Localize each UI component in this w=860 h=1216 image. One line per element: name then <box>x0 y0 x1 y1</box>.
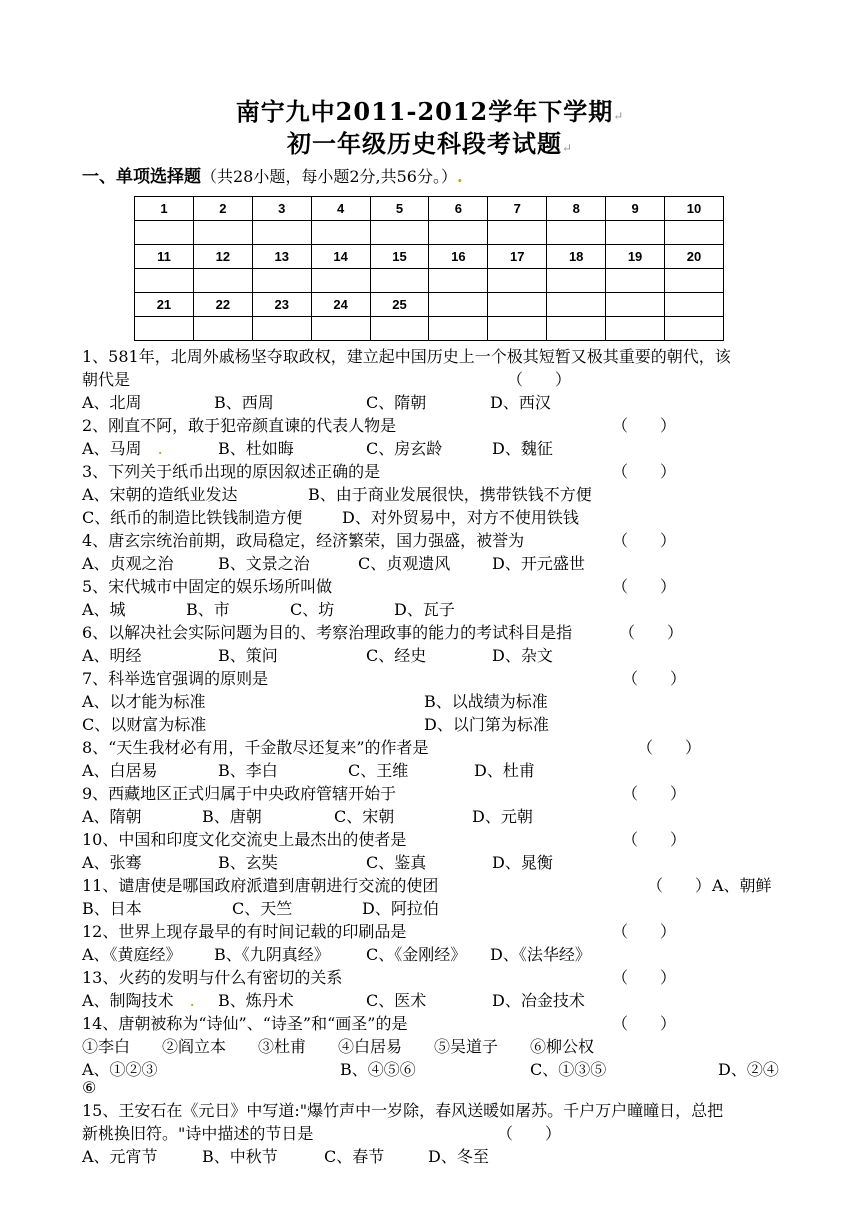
answer-cell: 9 <box>606 197 665 221</box>
answer-cell: 8 <box>547 197 606 221</box>
question-11-option-b[interactable]: B、日本 <box>82 899 142 918</box>
question-4-option-b[interactable]: B、文景之治 <box>218 554 310 573</box>
answer-cell[interactable] <box>311 269 370 293</box>
answer-cell[interactable] <box>606 317 665 341</box>
answer-cell[interactable] <box>665 317 724 341</box>
question-11-option-a[interactable]: A、朝鲜 <box>712 876 772 895</box>
answer-cell[interactable] <box>370 221 429 245</box>
answer-cell[interactable] <box>488 269 547 293</box>
question-15: 15、王安石在《元日》中写道:"爆竹声中一岁除，春风送暖如屠苏。千户万户曈曈日，总把 <box>82 1101 724 1120</box>
answer-cell: 14 <box>311 245 370 269</box>
question-8-option-b[interactable]: B、李白 <box>218 761 278 780</box>
question-13-option-c[interactable]: C、医术 <box>366 991 427 1010</box>
answer-blank[interactable]: （ ） <box>612 531 677 550</box>
question-14-option-b[interactable]: B、④⑤⑥ <box>340 1060 416 1079</box>
question-8-option-d[interactable]: D、杜甫 <box>474 761 535 780</box>
question-1-option-d[interactable]: D、西汉 <box>490 393 551 412</box>
question-15-cont: 新桃换旧符。"诗中描述的节日是 （ ） <box>82 1124 562 1143</box>
section-heading: 一、单项选择题（共28小题，每小题2分,共56分。）. <box>82 167 463 187</box>
answer-cell[interactable] <box>429 317 488 341</box>
question-3-option-a[interactable]: A、宋朝的造纸业发达 <box>82 485 238 504</box>
answer-blank[interactable]: （ ） <box>622 784 687 803</box>
question-7-option-d[interactable]: D、以门第为标准 <box>424 715 549 734</box>
answer-cell: 12 <box>193 245 252 269</box>
question-1-option-a[interactable]: A、北周 <box>82 393 142 412</box>
question-3-option-c[interactable]: C、纸币的制造比铁钱制造方便 <box>82 508 303 527</box>
answer-cell: 1 <box>135 197 194 221</box>
question-14-items: ①李白 ②阎立本 ③杜甫 ④白居易 ⑤吴道子 ⑥柳公权 <box>82 1037 595 1056</box>
question-14-option-a[interactable]: A、①②③ <box>82 1060 158 1079</box>
answer-grid-blank-row <box>135 221 724 245</box>
question-15-option-c[interactable]: C、春节 <box>324 1147 385 1166</box>
answer-cell[interactable] <box>606 221 665 245</box>
question-14-option-c[interactable]: C、①③⑤ <box>530 1060 607 1079</box>
answer-grid-blank-row <box>135 317 724 341</box>
answer-cell: 2 <box>193 197 252 221</box>
question-4: 4、唐玄宗统治前期，政局稳定，经济繁荣，国力强盛，被誉为 （ ） <box>82 531 677 550</box>
question-10-option-b[interactable]: B、玄奘 <box>218 853 278 872</box>
question-2-option-a[interactable]: A、马周 . <box>82 439 163 458</box>
question-15-option-b[interactable]: B、中秋节 <box>202 1147 278 1166</box>
answer-cell: 17 <box>488 245 547 269</box>
answer-cell: 18 <box>547 245 606 269</box>
question-5-option-c[interactable]: C、坊 <box>290 600 335 619</box>
answer-cell: 5 <box>370 197 429 221</box>
question-3-option-b[interactable]: B、由于商业发展很快，携带铁钱不方便 <box>308 485 592 504</box>
question-9-option-c[interactable]: C、宋朝 <box>334 807 395 826</box>
question-5: 5、宋代城市中固定的娱乐场所叫做 （ ） <box>82 577 677 596</box>
question-2-option-b[interactable]: B、杜如晦 <box>218 439 294 458</box>
exam-title-line1: 南宁九中2011-2012学年下学期↵ <box>235 97 625 126</box>
answer-cell[interactable] <box>252 221 311 245</box>
question-13: 13、火药的发明与什么有密切的关系 （ ） <box>82 968 677 987</box>
answer-cell[interactable] <box>665 269 724 293</box>
answer-blank[interactable]: （ ） <box>612 922 677 941</box>
question-9-option-a[interactable]: A、隋朝 <box>82 807 142 826</box>
question-15-option-d[interactable]: D、冬至 <box>428 1147 489 1166</box>
question-11-option-d[interactable]: D、阿拉伯 <box>362 899 439 918</box>
answer-cell[interactable] <box>488 317 547 341</box>
question-13-option-a[interactable]: A、制陶技术 . <box>82 991 195 1010</box>
answer-cell: 24 <box>311 293 370 317</box>
question-7: 7、科举选官强调的原则是 （ ） <box>82 669 687 688</box>
question-4-option-c[interactable]: C、贞观遗风 <box>358 554 451 573</box>
answer-cell: 22 <box>193 293 252 317</box>
question-6: 6、以解决社会实际问题为目的、考察治理政事的能力的考试科目是指 （ ） <box>82 623 684 642</box>
answer-cell: 10 <box>665 197 724 221</box>
question-12-option-c[interactable]: C、《金刚经》 <box>366 945 467 964</box>
question-7-option-c[interactable]: C、以财富为标准 <box>82 715 207 734</box>
answer-cell: 4 <box>311 197 370 221</box>
question-2: 2、刚直不阿，敢于犯帝颜直谏的代表人物是 （ ） <box>82 416 677 435</box>
answer-cell[interactable] <box>370 317 429 341</box>
answer-cell[interactable] <box>547 317 606 341</box>
question-5-option-d[interactable]: D、瓦子 <box>394 600 455 619</box>
question-11-option-c[interactable]: C、天竺 <box>232 899 293 918</box>
question-7-option-a[interactable]: A、以才能为标准 <box>82 692 206 711</box>
answer-cell: 15 <box>370 245 429 269</box>
answer-cell: 25 <box>370 293 429 317</box>
answer-cell[interactable] <box>370 269 429 293</box>
question-5-option-b[interactable]: B、市 <box>186 600 230 619</box>
answer-cell <box>488 293 547 317</box>
question-1-option-b[interactable]: B、西周 <box>214 393 274 412</box>
answer-blank[interactable]: （ ） <box>612 462 677 481</box>
question-6-option-b[interactable]: B、策问 <box>218 646 278 665</box>
question-3: 3、下列关于纸币出现的原因叙述正确的是 （ ） <box>82 462 677 481</box>
answer-cell[interactable] <box>488 221 547 245</box>
question-6-option-a[interactable]: A、明经 <box>82 646 142 665</box>
answer-grid-number-row <box>135 197 724 221</box>
answer-blank[interactable]: （ ） <box>612 416 677 435</box>
answer-cell[interactable] <box>135 221 194 245</box>
answer-cell: 6 <box>429 197 488 221</box>
answer-cell[interactable] <box>606 269 665 293</box>
answer-cell[interactable] <box>252 269 311 293</box>
question-6-option-c[interactable]: C、经史 <box>366 646 427 665</box>
answer-cell[interactable] <box>429 269 488 293</box>
question-4-option-a[interactable]: A、贞观之治 <box>82 554 174 573</box>
answer-grid-number-row <box>135 293 724 317</box>
answer-cell: 16 <box>429 245 488 269</box>
question-1: 1、581年，北周外戚杨坚夺取政权，建立起中国历史上一个极其短暂又极其重要的朝代，该 <box>82 347 731 366</box>
answer-cell[interactable] <box>193 221 252 245</box>
question-10-option-d[interactable]: D、晁衡 <box>492 853 553 872</box>
answer-cell <box>665 293 724 317</box>
answer-cell[interactable] <box>429 221 488 245</box>
answer-cell: 13 <box>252 245 311 269</box>
question-1-cont: 朝代是 （ ） <box>82 370 572 389</box>
answer-cell: 7 <box>488 197 547 221</box>
exam-title-line2: 初一年级历史科段考试题↵ <box>286 129 574 158</box>
answer-cell[interactable] <box>547 221 606 245</box>
question-9: 9、西藏地区正式归属于中央政府管辖开始于 （ ） <box>82 784 687 803</box>
answer-cell: 20 <box>665 245 724 269</box>
answer-blank[interactable]: （ ） <box>612 968 677 987</box>
answer-cell[interactable] <box>252 317 311 341</box>
question-12-option-d[interactable]: D、《法华经》 <box>490 945 591 964</box>
answer-cell: 23 <box>252 293 311 317</box>
answer-cell[interactable] <box>311 317 370 341</box>
question-12: 12、世界上现存最早的有时间记载的印刷品是 （ ） <box>82 922 677 941</box>
question-8-option-c[interactable]: C、王维 <box>348 761 409 780</box>
answer-cell[interactable] <box>193 269 252 293</box>
question-4-option-d[interactable]: D、开元盛世 <box>492 554 585 573</box>
question-13-option-d[interactable]: D、冶金技术 <box>492 991 585 1010</box>
question-12-option-b[interactable]: B、《九阴真经》 <box>214 945 330 964</box>
answer-grid <box>134 196 724 341</box>
answer-blank[interactable]: （ ） <box>637 738 702 757</box>
answer-blank[interactable]: （ ） <box>612 1014 677 1033</box>
question-10-option-c[interactable]: C、鉴真 <box>366 853 427 872</box>
answer-cell: 3 <box>252 197 311 221</box>
answer-cell: 11 <box>135 245 194 269</box>
answer-blank[interactable]: （ ） <box>622 830 687 849</box>
answer-grid-number-row <box>135 245 724 269</box>
question-11: 11、谴唐使是哪国政府派遣到唐朝进行交流的使团 （ ） <box>82 876 712 895</box>
question-3-option-d[interactable]: D、对外贸易中，对方不使用铁钱 <box>342 508 579 527</box>
answer-cell[interactable] <box>665 221 724 245</box>
answer-blank[interactable]: （ ） <box>647 876 712 895</box>
question-8-option-a[interactable]: A、白居易 <box>82 761 158 780</box>
answer-cell: 21 <box>135 293 194 317</box>
answer-cell: 19 <box>606 245 665 269</box>
question-14: 14、唐朝被称为“诗仙”、“诗圣”和“画圣”的是 （ ） <box>82 1014 677 1033</box>
answer-grid-blank-row <box>135 269 724 293</box>
question-10-option-a[interactable]: A、张骞 <box>82 853 142 872</box>
question-15-option-a[interactable]: A、元宵节 <box>82 1147 158 1166</box>
question-14-option-d[interactable]: D、②④ <box>718 1060 779 1079</box>
answer-cell <box>547 293 606 317</box>
question-2-option-d[interactable]: D、魏征 <box>492 439 553 458</box>
answer-cell[interactable] <box>135 317 194 341</box>
question-8: 8、“天生我材必有用，千金散尽还复来”的作者是 （ ） <box>82 738 702 757</box>
answer-blank[interactable]: （ ） <box>622 669 687 688</box>
question-10: 10、中国和印度文化交流史上最杰出的使者是 （ ） <box>82 830 687 849</box>
question-6-option-d[interactable]: D、杂文 <box>492 646 553 665</box>
answer-blank[interactable]: （ ） <box>619 623 684 642</box>
question-7-option-b[interactable]: B、以战绩为标准 <box>424 692 548 711</box>
answer-cell[interactable] <box>547 269 606 293</box>
question-1-option-c[interactable]: C、隋朝 <box>366 393 427 412</box>
question-14-option-d-cont: ⑥ <box>82 1078 97 1097</box>
question-12-option-a[interactable]: A、《黄庭经》 <box>82 945 182 964</box>
answer-cell[interactable] <box>193 317 252 341</box>
answer-blank[interactable]: （ ） <box>507 370 572 389</box>
answer-cell[interactable] <box>311 221 370 245</box>
question-9-option-d[interactable]: D、元朝 <box>472 807 533 826</box>
question-13-option-b[interactable]: B、炼丹术 <box>218 991 294 1010</box>
question-9-option-b[interactable]: B、唐朝 <box>202 807 262 826</box>
question-2-option-c[interactable]: C、房玄龄 <box>366 439 443 458</box>
answer-cell <box>429 293 488 317</box>
answer-blank[interactable]: （ ） <box>612 577 677 596</box>
answer-cell[interactable] <box>135 269 194 293</box>
question-5-option-a[interactable]: A、城 <box>82 600 126 619</box>
answer-cell <box>606 293 665 317</box>
answer-blank[interactable]: （ ） <box>497 1124 562 1143</box>
